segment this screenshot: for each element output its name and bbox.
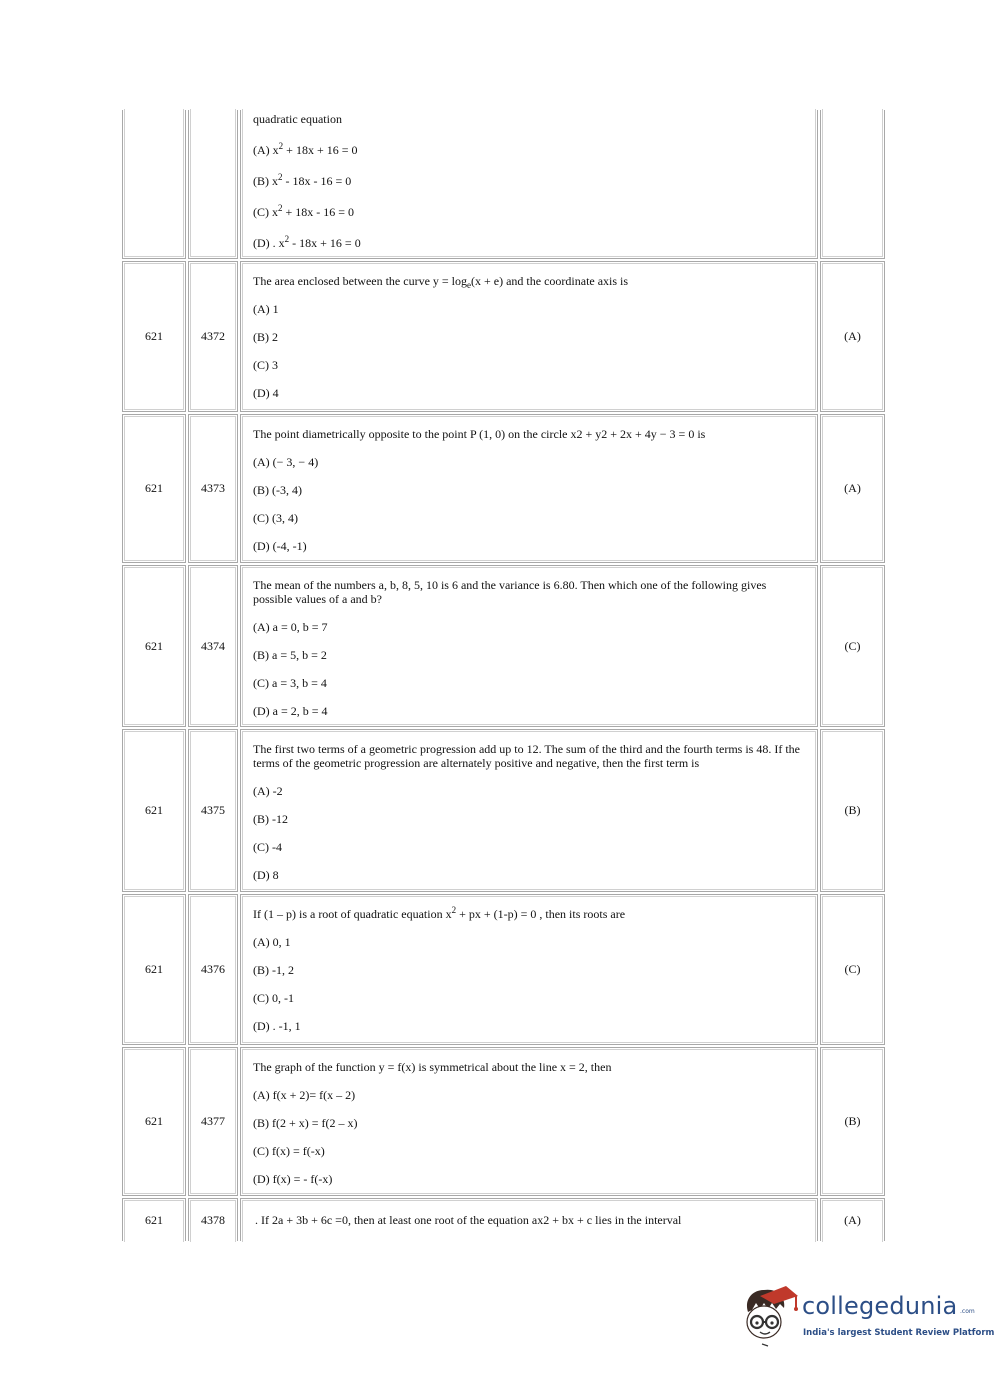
paper-cell: 621 (122, 261, 186, 412)
table-row (122, 414, 885, 563)
paper-cell: 621 (122, 1047, 186, 1196)
option-d: (D) . $x^2 - 18x + 16 = 0$ (253, 234, 361, 250)
option-a: (A) 1 (253, 302, 279, 316)
option-a: (A) a = 0, b = 7 (253, 620, 328, 634)
option-b: (B) $x^2 - 18x - 16 = 0$ (253, 172, 352, 188)
table-row (122, 565, 885, 727)
option-a: (A) $x^2 + 18x + 16 = 0$ (253, 141, 358, 157)
option-c: (C) $x^2 + 18x - 16 = 0$ (253, 203, 355, 219)
table-row-continuation (122, 110, 885, 259)
option-d: (D) . -1, 1 (253, 1019, 301, 1033)
option-c: (C) -4 (253, 840, 282, 854)
paper-cell: 621 (122, 894, 186, 1045)
paper-cell: 621 (122, 565, 186, 727)
qno-cell: 4372 (188, 261, 238, 412)
question-cell (240, 261, 818, 412)
option-c: (C) 3 (253, 358, 278, 372)
answer-cell: (A) (820, 261, 885, 412)
question-cell (240, 1047, 818, 1196)
option-c: (C) a = 3, b = 4 (253, 676, 327, 690)
qno-cell: 4374 (188, 565, 238, 727)
qno-cell: 4373 (188, 414, 238, 563)
option-c: (C) (3, 4) (253, 511, 298, 525)
answer-cell: (C) (820, 565, 885, 727)
question-text: If (1 – p) is a root of quadratic equation $x^2$ + px + (1-p) = 0 , then its roots are (253, 905, 626, 921)
option-b: (B) f(2 + x) = f(2 – x) (253, 1116, 358, 1130)
table-row (122, 1198, 885, 1241)
qno-cell (188, 110, 238, 259)
option-a: (A) -2 (253, 784, 283, 798)
paper-cell: 621 (122, 1198, 186, 1241)
question-cell (240, 414, 818, 563)
option-d: (D) 4 (253, 386, 279, 400)
qno-cell: 4376 (188, 894, 238, 1045)
table-row (122, 261, 885, 412)
question-text: The first two terms of a geometric progression add up to 12. The sum of the third and the fourth terms is 48. If the terms of the geometric progression are alternately positive and negative, then the first term is (253, 742, 800, 770)
answer-cell (820, 110, 885, 259)
question-cell (240, 110, 818, 259)
question-text: The area enclosed between the curve $y = \log_e(x + e)$ and the coordinate axis is (253, 274, 629, 290)
question-cell (240, 894, 818, 1045)
answer-cell: (A) (820, 1198, 885, 1241)
option-b: (B) a = 5, b = 2 (253, 648, 327, 662)
brand-name: collegedunia (802, 1292, 958, 1320)
option-d: (D) f(x) = - f(-x) (253, 1172, 333, 1186)
option-b: (B) -12 (253, 812, 288, 826)
question-cell (240, 729, 818, 892)
qno-cell: 4375 (188, 729, 238, 892)
brand-domain: .com (960, 1308, 975, 1315)
question-text: . If 2a + 3b + 6c =0, then at least one root of the equation ax2 + bx + c lies in the interval (255, 1213, 682, 1227)
option-a: (A) f(x + 2)= f(x – 2) (253, 1088, 356, 1102)
paper-cell (122, 110, 186, 259)
option-c: (C) 0, -1 (253, 991, 294, 1005)
table-row (122, 1047, 885, 1196)
option-b: (B) -1, 2 (253, 963, 294, 977)
question-text: The mean of the numbers a, b, 8, 5, 10 is 6 and the variance is 6.80. Then which one of the following gives possible values of a and b? (253, 578, 767, 606)
table-row (122, 894, 885, 1045)
option-d: (D) 8 (253, 868, 279, 882)
option-c: (C) f(x) = f(-x) (253, 1144, 325, 1158)
option-b: (B) 2 (253, 330, 278, 344)
option-b: (B) (-3, 4) (253, 483, 302, 497)
answer-cell: (B) (820, 1047, 885, 1196)
brand-tagline: India's largest Student Review Platform (803, 1328, 995, 1338)
answer-cell: (C) (820, 894, 885, 1045)
question-text: The graph of the function y = f(x) is symmetrical about the line x = 2, then (253, 1060, 612, 1074)
table-row (122, 729, 885, 892)
collegedunia-logo[interactable] (740, 1282, 995, 1354)
question-text: The point diametrically opposite to the point P (1, 0) on the circle x2 + y2 + 2x + 4y − 3 = 0 is (253, 427, 706, 441)
option-d: (D) (-4, -1) (253, 539, 307, 553)
option-d: (D) a = 2, b = 4 (253, 704, 328, 718)
question-cell (240, 565, 818, 727)
student-mascot-icon (740, 1282, 800, 1348)
paper-cell: 621 (122, 729, 186, 892)
paper-cell: 621 (122, 414, 186, 563)
option-a: (A) 0, 1 (253, 935, 291, 949)
qno-cell: 4377 (188, 1047, 238, 1196)
option-a: (A) (− 3, − 4) (253, 455, 319, 469)
question-text: quadratic equation (253, 112, 342, 126)
qno-cell: 4378 (188, 1198, 238, 1241)
question-cell (240, 1198, 818, 1241)
answer-cell: (A) (820, 414, 885, 563)
answer-cell: (B) (820, 729, 885, 892)
